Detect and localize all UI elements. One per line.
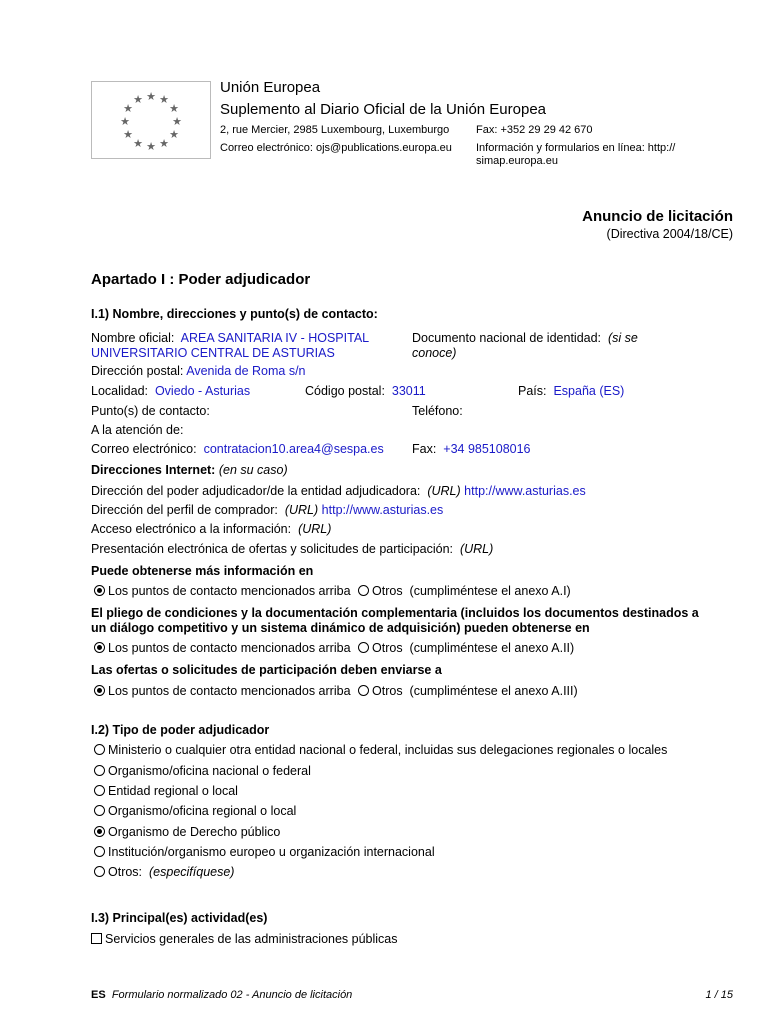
eu-flag-logo: [91, 81, 211, 159]
type-option: [94, 865, 234, 879]
type-label: Organismo/oficina nacional o federal: [108, 764, 311, 778]
attention-label: A la atención de:: [91, 423, 184, 437]
radio-empty-icon[interactable]: [94, 765, 105, 776]
more-info-options: [94, 584, 571, 598]
radio-empty-icon[interactable]: [358, 685, 369, 696]
profile-label: Dirección del perfil de comprador:: [91, 503, 278, 517]
type-other-hint: (especifíquese): [149, 865, 235, 879]
internet-hint: (en su caso): [218, 463, 288, 477]
radio-checked-icon[interactable]: [94, 826, 105, 837]
type-label: Entidad regional o local: [108, 784, 238, 798]
official-name-value-l2: UNIVERSITARIO CENTRAL DE ASTURIAS: [91, 346, 335, 360]
svg-text:★: ★: [159, 93, 169, 106]
url-hint: (URL): [459, 542, 494, 556]
type-label: Otros:: [108, 865, 143, 879]
send-options: [94, 684, 578, 698]
footer-form: Formulario normalizado 02 - Anuncio de licitación: [111, 989, 353, 1001]
footer-lang: ES: [91, 989, 106, 1001]
type-label: Organismo de Derecho público: [108, 825, 281, 839]
radio-checked-icon[interactable]: [94, 642, 105, 653]
svg-text:★: ★: [159, 137, 169, 150]
profile-link[interactable]: http://www.asturias.es: [321, 503, 444, 517]
others-option: Otros: [372, 641, 403, 655]
svg-text:★: ★: [169, 128, 179, 141]
url-hint: (URL): [427, 484, 461, 498]
radio-checked-icon[interactable]: [94, 685, 105, 696]
radio-empty-icon[interactable]: [94, 785, 105, 796]
radio-empty-icon[interactable]: [358, 642, 369, 653]
activity-option: [91, 932, 398, 946]
svg-text:★: ★: [146, 90, 156, 103]
postal-value: Avenida de Roma s/n: [186, 364, 306, 378]
email-row: [91, 442, 384, 456]
header-fax: Fax: +352 29 29 42 670: [476, 124, 593, 136]
radio-checked-icon[interactable]: [94, 585, 105, 596]
official-name-value: AREA SANITARIA IV - HOSPITAL: [180, 331, 370, 345]
others-option: Otros: [372, 584, 403, 598]
type-label: Organismo/oficina regional o local: [108, 804, 297, 818]
e-access-row: [91, 522, 331, 536]
country-value: España (ES): [553, 384, 625, 398]
send-title: Las ofertas o solicitudes de participación deben enviarse a: [91, 663, 442, 677]
annex-a2: (cumpliméntese el anexo A.II): [409, 641, 575, 655]
radio-empty-icon[interactable]: [94, 805, 105, 816]
header-email: Correo electrónico: ojs@publications.europa.eu: [220, 142, 452, 154]
type-label: Ministerio o cualquier otra entidad nacional o federal, incluidas sus delegaciones regionales o locales: [108, 743, 668, 757]
locality-value: Oviedo - Asturias: [154, 384, 251, 398]
e-access-label: Acceso electrónico a la información:: [91, 522, 292, 536]
internet-title: Direcciones Internet:: [91, 463, 216, 477]
postal-label: Dirección postal:: [91, 364, 184, 378]
nid-label: Documento nacional de identidad:: [412, 331, 602, 345]
svg-text:★: ★: [172, 115, 182, 128]
nid-hint-l2: conoce): [412, 346, 457, 360]
svg-text:★: ★: [123, 128, 133, 141]
fax-row: [412, 442, 531, 456]
buyer-address-label: Dirección del poder adjudicador/de la entidad adjudicadora:: [91, 484, 421, 498]
svg-text:★: ★: [123, 102, 133, 115]
locality-label: Localidad:: [91, 384, 148, 398]
radio-empty-icon[interactable]: [358, 585, 369, 596]
type-option: [94, 784, 238, 798]
country-row: [518, 384, 624, 398]
zip-label: Código postal:: [305, 384, 385, 398]
radio-empty-icon[interactable]: [94, 846, 105, 857]
svg-text:★: ★: [133, 93, 143, 106]
svg-text:★: ★: [169, 102, 179, 115]
specs-title-l2: un diálogo competitivo y un sistema dinámico de adquisición) pueden obtenerse en: [91, 621, 590, 635]
more-info-title: Puede obtenerse más información en: [91, 564, 314, 578]
s13-title: I.3) Principal(es) actividad(es): [91, 911, 268, 925]
postal-row: [91, 364, 306, 378]
internet-row: [91, 463, 288, 477]
country-label: País:: [518, 384, 547, 398]
svg-text:★: ★: [146, 140, 156, 153]
notice-title: Anuncio de licitación: [582, 208, 733, 225]
profile-row: [91, 503, 443, 517]
url-hint: (URL): [284, 503, 319, 517]
type-option: [94, 825, 280, 839]
activity-label: Servicios generales de las administraciones públicas: [105, 932, 398, 946]
type-option: [94, 804, 296, 818]
others-option: Otros: [372, 684, 403, 698]
eu-stars-icon: [92, 82, 210, 158]
type-label: Institución/organismo europeo u organización internacional: [108, 845, 435, 859]
email-label: Correo electrónico:: [91, 442, 197, 456]
contact-label: Punto(s) de contacto:: [91, 404, 210, 418]
section-title: Apartado I : Poder adjudicador: [91, 271, 311, 288]
s11-title: I.1) Nombre, direcciones y punto(s) de contacto:: [91, 307, 378, 321]
header-info-line1: Información y formularios en línea: http://: [476, 142, 676, 154]
e-submission-label: Presentación electrónica de ofertas y solicitudes de participación:: [91, 542, 454, 556]
e-submission-row: [91, 542, 493, 556]
zip-row: [305, 384, 426, 398]
header-address: 2, rue Mercier, 2985 Luxembourg, Luxemburgo: [220, 124, 450, 136]
url-hint: (URL): [298, 522, 332, 536]
locality-row: [91, 384, 250, 398]
contact-points-option: Los puntos de contacto mencionados arriba: [108, 641, 351, 655]
checkbox-icon[interactable]: [91, 933, 102, 944]
footer-page: 1 / 15: [705, 989, 733, 1001]
contact-points-option: Los puntos de contacto mencionados arriba: [108, 684, 351, 698]
svg-text:★: ★: [133, 137, 143, 150]
annex-a1: (cumpliméntese el anexo A.I): [409, 584, 571, 598]
official-name-label: Nombre oficial:: [91, 331, 175, 345]
type-option: [94, 845, 435, 859]
svg-text:★: ★: [120, 115, 130, 128]
s12-title: I.2) Tipo de poder adjudicador: [91, 723, 270, 737]
radio-empty-icon[interactable]: [94, 866, 105, 877]
buyer-address-row: [91, 484, 586, 498]
header-org: Unión Europea: [220, 79, 321, 96]
annex-a3: (cumpliméntese el anexo A.III): [409, 684, 578, 698]
fax-value: +34 985108016: [443, 442, 531, 456]
header-info-line2: simap.europa.eu: [476, 155, 558, 167]
notice-directive: (Directiva 2004/18/CE): [606, 227, 733, 241]
specs-options: [94, 641, 574, 655]
zip-value: 33011: [391, 384, 426, 398]
contact-points-option: Los puntos de contacto mencionados arriba: [108, 584, 351, 598]
official-name-row: [91, 331, 369, 345]
buyer-address-link[interactable]: http://www.asturias.es: [464, 484, 586, 498]
specs-title-l1: El pliego de condiciones y la documentación complementaria (incluidos los documentos destinados a: [91, 606, 699, 620]
header-supplement: Suplemento al Diario Oficial de la Unión Europea: [220, 101, 547, 118]
type-option: [94, 764, 311, 778]
email-value: contratacion10.area4@sespa.es: [203, 442, 384, 456]
phone-label: Teléfono:: [412, 404, 463, 418]
footer-left: [91, 989, 352, 1001]
nid-row: [412, 331, 638, 345]
radio-empty-icon[interactable]: [94, 744, 105, 755]
type-option: [94, 743, 667, 757]
nid-hint: (si se: [607, 331, 638, 345]
fax-label: Fax:: [412, 442, 437, 456]
